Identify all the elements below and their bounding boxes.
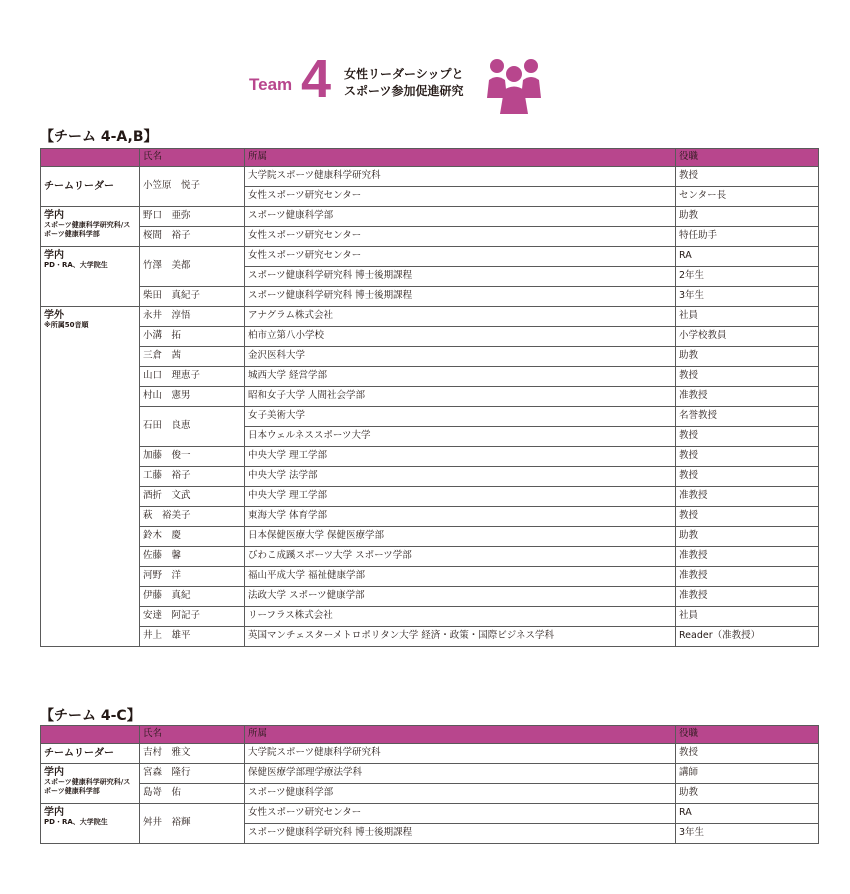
affiliation-cell: 東海大学 体育学部: [245, 507, 676, 527]
name-cell: 宮森 隆行: [140, 764, 245, 784]
affiliation-cell: 保健医療学部理学療法学科: [245, 764, 676, 784]
affiliation-cell: 昭和女子大学 人間社会学部: [245, 387, 676, 407]
affiliation-cell: スポーツ健康科学研究科 博士後期課程: [245, 287, 676, 307]
position-cell: 准教授: [676, 567, 819, 587]
affiliation-cell: びわこ成蹊スポーツ大学 スポーツ学部: [245, 547, 676, 567]
affiliation-cell: 女性スポーツ研究センター: [245, 804, 676, 824]
table-row: [41, 347, 819, 367]
position-cell: 小学校教員: [676, 327, 819, 347]
name-cell: 柴田 真紀子: [140, 287, 245, 307]
table-header-row: [41, 726, 819, 744]
col-name: 氏名: [140, 726, 245, 744]
table-row: [41, 407, 819, 427]
name-cell: 安達 阿記子: [140, 607, 245, 627]
name-cell: 竹澤 美都: [140, 247, 245, 287]
position-cell: 助教: [676, 207, 819, 227]
position-cell: 2年生: [676, 267, 819, 287]
affiliation-cell: 福山平成大学 福祉健康学部: [245, 567, 676, 587]
name-cell: 河野 洋: [140, 567, 245, 587]
table-row: [41, 547, 819, 567]
table-row: [41, 527, 819, 547]
team-4c-table: [40, 725, 819, 844]
affiliation-cell: 柏市立第八小学校: [245, 327, 676, 347]
affiliation-cell: 大学院スポーツ健康科学研究科: [245, 744, 676, 764]
affiliation-cell: スポーツ健康科学部: [245, 207, 676, 227]
affiliation-cell: 女性スポーツ研究センター: [245, 187, 676, 207]
name-cell: 三倉 茜: [140, 347, 245, 367]
affiliation-cell: 法政大学 スポーツ健康学部: [245, 587, 676, 607]
affiliation-cell: スポーツ健康科学研究科 博士後期課程: [245, 824, 676, 844]
affiliation-cell: 女子美術大学: [245, 407, 676, 427]
name-cell: 加藤 俊一: [140, 447, 245, 467]
position-cell: 助教: [676, 527, 819, 547]
table-header-row: [41, 149, 819, 167]
position-cell: 講師: [676, 764, 819, 784]
name-cell: 工藤 裕子: [140, 467, 245, 487]
col-position: 役職: [676, 149, 819, 167]
name-cell: 萩 裕美子: [140, 507, 245, 527]
category-cell: 学内 スポーツ健康科学研究科/スポーツ健康科学部: [41, 207, 140, 247]
team-title-line2: スポーツ参加促進研究: [344, 84, 464, 98]
table-row: [41, 507, 819, 527]
table-row: [41, 627, 819, 647]
position-cell: 社員: [676, 307, 819, 327]
position-cell: 准教授: [676, 387, 819, 407]
table-row: [41, 784, 819, 804]
position-cell: RA: [676, 247, 819, 267]
position-cell: 教授: [676, 467, 819, 487]
col-affiliation: 所属: [245, 149, 676, 167]
table-row: [41, 744, 819, 764]
position-cell: 教授: [676, 507, 819, 527]
position-cell: 准教授: [676, 587, 819, 607]
position-cell: RA: [676, 804, 819, 824]
name-cell: 井上 雄平: [140, 627, 245, 647]
col-position: 役職: [676, 726, 819, 744]
affiliation-cell: スポーツ健康科学研究科 博士後期課程: [245, 267, 676, 287]
table-row: [41, 287, 819, 307]
affiliation-cell: アナグラム株式会社: [245, 307, 676, 327]
table-row: [41, 567, 819, 587]
position-cell: 特任助手: [676, 227, 819, 247]
position-cell: 教授: [676, 744, 819, 764]
position-cell: 教授: [676, 167, 819, 187]
col-name: 氏名: [140, 149, 245, 167]
section-title-4c: 【チーム 4-C】: [40, 708, 141, 724]
position-cell: 教授: [676, 367, 819, 387]
position-cell: Reader（准教授）: [676, 627, 819, 647]
affiliation-cell: 日本保健医療大学 保健医療学部: [245, 527, 676, 547]
affiliation-cell: 中央大学 理工学部: [245, 487, 676, 507]
col-category: [41, 149, 140, 167]
table-row: [41, 467, 819, 487]
name-cell: 吉村 雅文: [140, 744, 245, 764]
category-cell: 学内 スポーツ健康科学研究科/スポーツ健康科学部: [41, 764, 140, 804]
category-cell: チームリーダー: [41, 744, 140, 764]
people-group-icon: [487, 56, 543, 116]
affiliation-cell: 中央大学 法学部: [245, 467, 676, 487]
position-cell: 教授: [676, 427, 819, 447]
affiliation-cell: 女性スポーツ研究センター: [245, 227, 676, 247]
affiliation-cell: リーフラス株式会社: [245, 607, 676, 627]
team-4ab-table: [40, 148, 819, 647]
category-cell: 学外 ※所属50音順: [41, 307, 140, 647]
table-row: [41, 607, 819, 627]
section-title-4ab: 【チーム 4-A,B】: [40, 129, 158, 145]
table-row: [41, 307, 819, 327]
name-cell: 伊藤 真紀: [140, 587, 245, 607]
position-cell: 3年生: [676, 824, 819, 844]
category-cell: 学内 PD・RA、大学院生: [41, 247, 140, 307]
name-cell: 島嵜 佑: [140, 784, 245, 804]
affiliation-cell: 中央大学 理工学部: [245, 447, 676, 467]
table-row: [41, 247, 819, 267]
name-cell: 村山 憲男: [140, 387, 245, 407]
affiliation-cell: 金沢医科大学: [245, 347, 676, 367]
name-cell: 山口 理恵子: [140, 367, 245, 387]
table-row: [41, 227, 819, 247]
category-cell: チームリーダー: [41, 167, 140, 207]
team-title-line1: 女性リーダーシップと: [344, 67, 464, 81]
position-cell: 准教授: [676, 487, 819, 507]
position-cell: 3年生: [676, 287, 819, 307]
position-cell: 教授: [676, 447, 819, 467]
col-category: [41, 726, 140, 744]
name-cell: 酒折 文武: [140, 487, 245, 507]
table-row: [41, 487, 819, 507]
affiliation-cell: スポーツ健康科学部: [245, 784, 676, 804]
table-row: [41, 327, 819, 347]
name-cell: 石田 良恵: [140, 407, 245, 447]
table-row: [41, 587, 819, 607]
affiliation-cell: 城西大学 経営学部: [245, 367, 676, 387]
name-cell: 小笠原 悦子: [140, 167, 245, 207]
name-cell: 鈴木 慶: [140, 527, 245, 547]
affiliation-cell: 女性スポーツ研究センター: [245, 247, 676, 267]
position-cell: センター長: [676, 187, 819, 207]
position-cell: 准教授: [676, 547, 819, 567]
affiliation-cell: 日本ウェルネススポーツ大学: [245, 427, 676, 447]
affiliation-cell: 大学院スポーツ健康科学研究科: [245, 167, 676, 187]
col-affiliation: 所属: [245, 726, 676, 744]
position-cell: 名誉教授: [676, 407, 819, 427]
team-title: [344, 66, 464, 100]
team-label: Team: [249, 75, 293, 94]
affiliation-cell: 英国マンチェスターメトロポリタン大学 経済・政策・国際ビジネス学科: [245, 627, 676, 647]
position-cell: 社員: [676, 607, 819, 627]
category-cell: 学内 PD・RA、大学院生: [41, 804, 140, 844]
table-row: [41, 447, 819, 467]
table-row: [41, 804, 819, 824]
name-cell: 永井 淳悟: [140, 307, 245, 327]
name-cell: 野口 亜弥: [140, 207, 245, 227]
table-row: [41, 207, 819, 227]
table-row: [41, 167, 819, 187]
name-cell: 佐藤 馨: [140, 547, 245, 567]
team-number: 4: [301, 49, 332, 109]
name-cell: 舛井 裕輝: [140, 804, 245, 844]
name-cell: 桜間 裕子: [140, 227, 245, 247]
position-cell: 助教: [676, 347, 819, 367]
position-cell: 助教: [676, 784, 819, 804]
table-row: [41, 387, 819, 407]
table-row: [41, 367, 819, 387]
table-row: [41, 764, 819, 784]
name-cell: 小溝 拓: [140, 327, 245, 347]
